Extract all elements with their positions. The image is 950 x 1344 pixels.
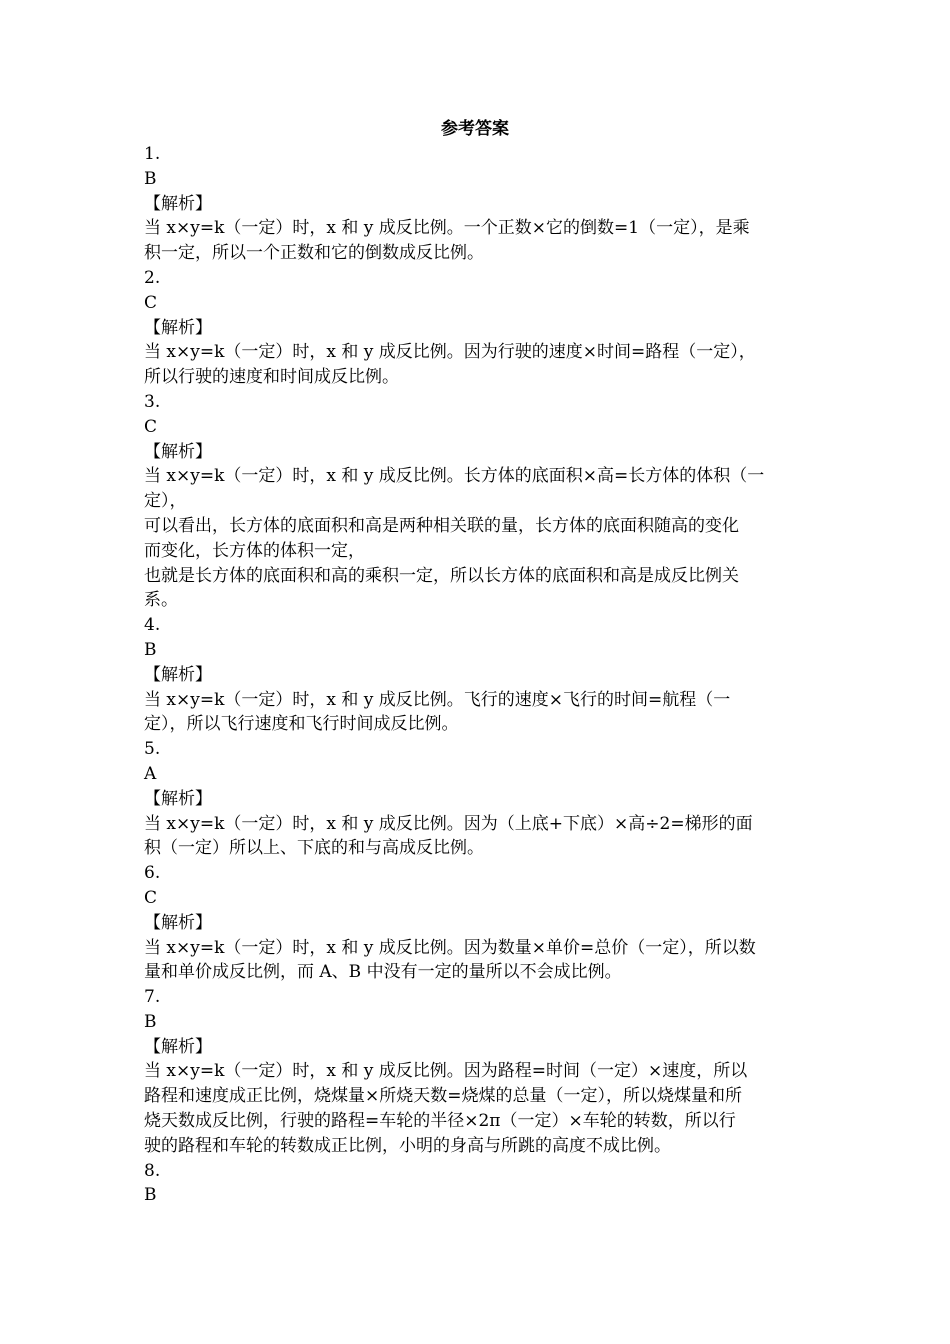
text-line: 当 x×y=k（一定）时，x 和 y 成反比例。因为路程=时间（一定）×速度，所以 — [144, 1061, 748, 1082]
text-line: A — [144, 763, 157, 784]
text-line: 【解析】 — [144, 664, 212, 685]
text-line: 定）， — [144, 491, 187, 512]
page-title: 参考答案 — [441, 119, 509, 139]
text-line: B — [144, 168, 157, 189]
text-line: 所以行驶的速度和时间成反比例。 — [144, 367, 399, 388]
text-line: 3. — [144, 391, 161, 412]
text-line: 5. — [144, 739, 161, 760]
text-line: 当 x×y=k（一定）时，x 和 y 成反比例。一个正数×它的倒数=1（一定），是乘 — [144, 218, 750, 239]
text-line: 积（一定）所以上、下底的和与高成反比例。 — [144, 838, 484, 859]
text-line: C — [144, 416, 158, 437]
text-line: 4. — [144, 615, 161, 636]
text-line: 当 x×y=k（一定）时，x 和 y 成反比例。飞行的速度×飞行的时间=航程（一 — [144, 689, 731, 710]
text-line: 路程和速度成正比例，烧煤量×所烧天数=烧煤的总量（一定），所以烧煤量和所 — [144, 1086, 742, 1107]
text-line: 【解析】 — [144, 441, 212, 462]
answer-content — [144, 142, 810, 1208]
text-line: B — [144, 639, 157, 660]
text-line: 烧天数成反比例，行驶的路程=车轮的半径×2π（一定）×车轮的转数，所以行 — [144, 1111, 736, 1132]
text-line: 【解析】 — [144, 1036, 212, 1057]
text-line: 当 x×y=k（一定）时，x 和 y 成反比例。因为（上底+下底）×高÷2=梯形的面 — [144, 813, 753, 834]
text-line: B — [144, 1185, 157, 1206]
text-line: 而变化，长方体的体积一定， — [144, 540, 365, 561]
text-line: 定），所以飞行速度和飞行时间成反比例。 — [144, 714, 459, 735]
text-line: 2. — [144, 267, 161, 288]
text-line: 系。 — [144, 590, 178, 611]
text-line: 7. — [144, 987, 161, 1008]
text-line: C — [144, 292, 158, 313]
text-line: 积一定，所以一个正数和它的倒数成反比例。 — [144, 243, 484, 264]
text-line: B — [144, 1011, 157, 1032]
text-line: 1. — [144, 144, 161, 164]
text-line: 【解析】 — [144, 912, 212, 933]
text-line: 量和单价成反比例，而 A、B 中没有一定的量所以不会成比例。 — [144, 962, 622, 983]
text-line: 当 x×y=k（一定）时，x 和 y 成反比例。因为数量×单价=总价（一定），所以数 — [144, 937, 756, 958]
text-line: 6. — [144, 863, 161, 884]
text-line: 可以看出，长方体的底面积和高是两种相关联的量，长方体的底面积随高的变化 — [144, 515, 739, 536]
text-line: 【解析】 — [144, 317, 212, 338]
text-line: 【解析】 — [144, 788, 212, 809]
text-line: C — [144, 887, 158, 908]
text-line: 【解析】 — [144, 193, 212, 214]
text-line: 当 x×y=k（一定）时，x 和 y 成反比例。因为行驶的速度×时间=路程（一定）， — [144, 342, 756, 363]
text-line: 驶的路程和车轮的转数成正比例，小明的身高与所跳的高度不成比例。 — [144, 1135, 671, 1156]
text-line: 8. — [144, 1160, 161, 1181]
text-line: 也就是长方体的底面积和高的乘积一定，所以长方体的底面积和高是成反比例关 — [144, 565, 739, 586]
text-line: 当 x×y=k（一定）时，x 和 y 成反比例。长方体的底面积×高=长方体的体积（一 — [144, 466, 765, 487]
